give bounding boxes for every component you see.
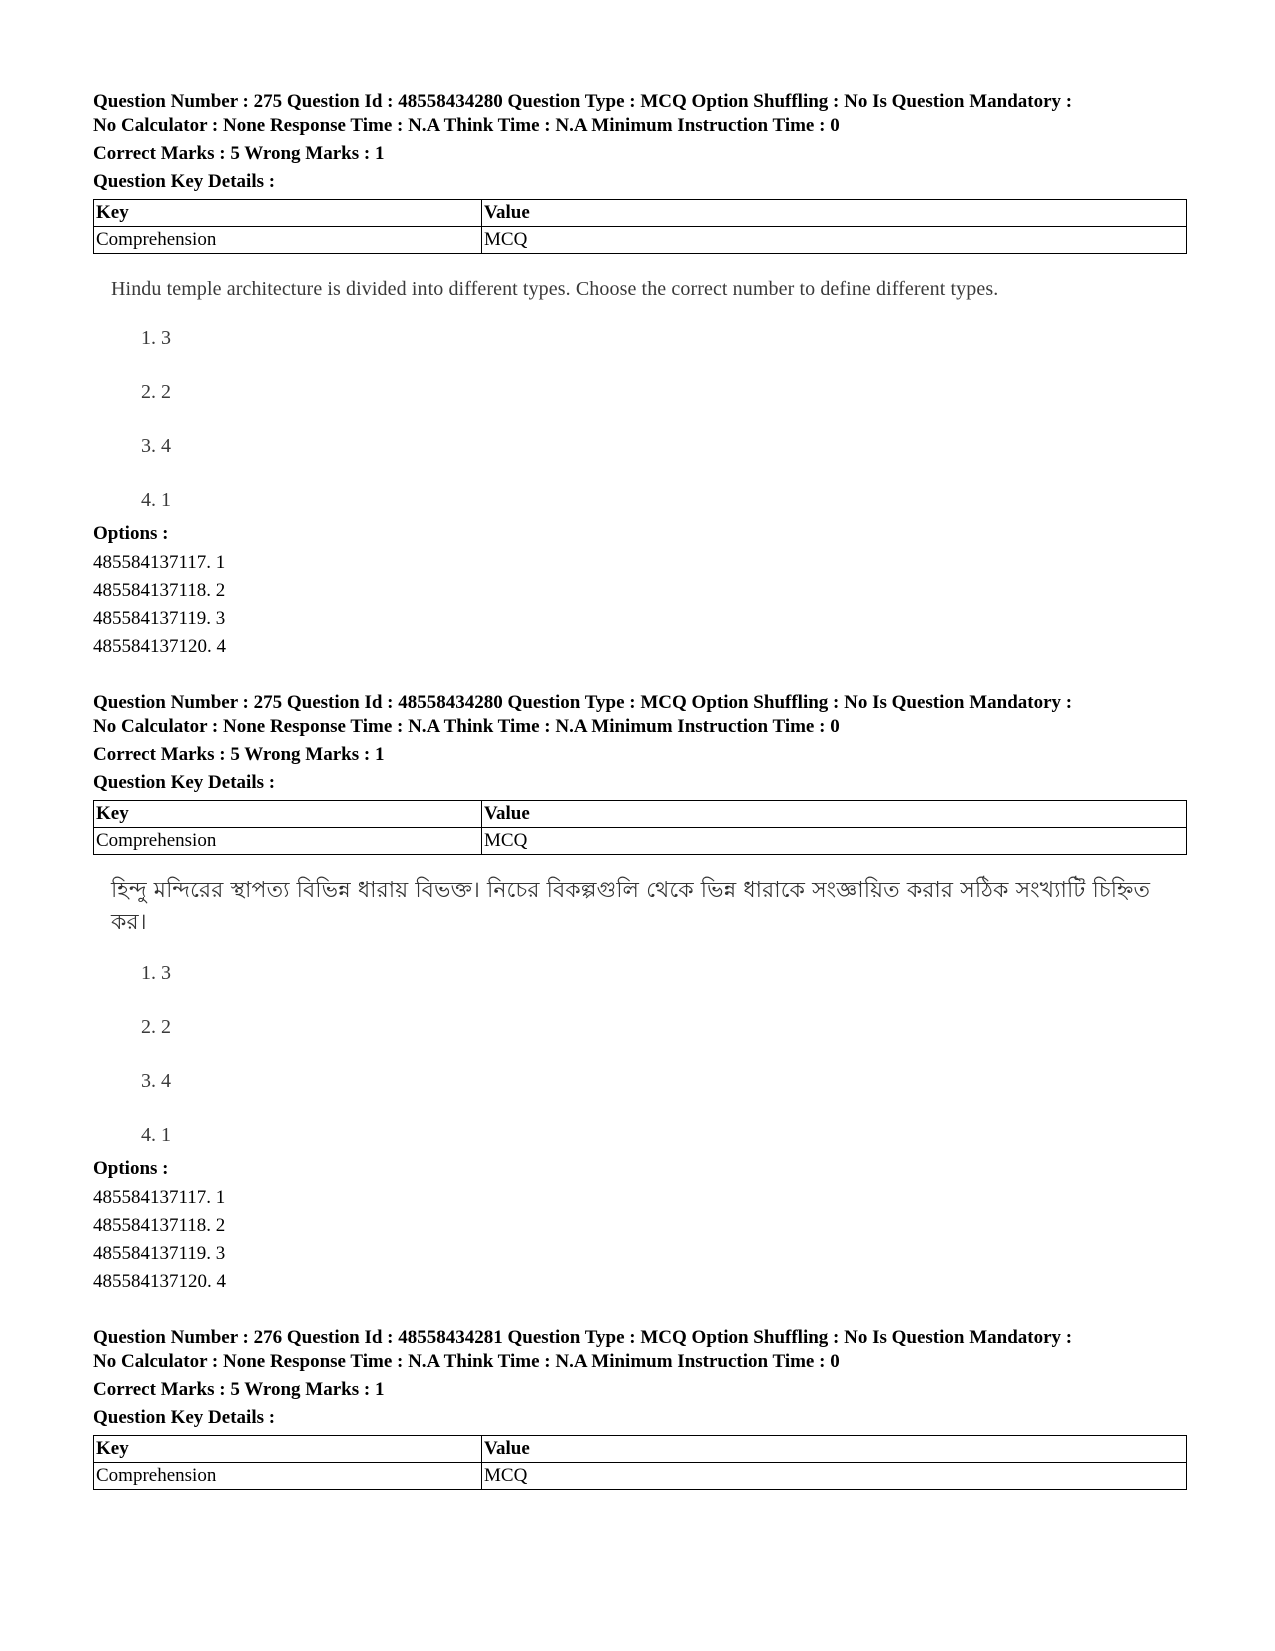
choice-item: 1. 3 (141, 327, 171, 349)
table-header-row (94, 1436, 1187, 1463)
key-cell: Comprehension (94, 227, 482, 254)
key-details-table (93, 199, 1187, 254)
document-page (93, 90, 1187, 1520)
table-header-row (94, 801, 1187, 828)
choice-item: 3. 4 (141, 435, 171, 457)
choice-item: 4. 1 (141, 1124, 171, 1146)
value-cell: MCQ (482, 1463, 1187, 1490)
table-row (94, 227, 1187, 254)
key-header: Key (94, 801, 482, 828)
choice-item: 1. 3 (141, 962, 171, 984)
choice-item: 3. 4 (141, 1070, 171, 1092)
option-item: 485584137120. 4 (93, 636, 226, 657)
option-item: 485584137119. 3 (93, 608, 226, 629)
choice-list (141, 326, 1187, 518)
meta-line-1: Question Number : 275 Question Id : 48558434280 Question Type : MCQ Option Shuffling : No Is Question Mandatory : (93, 91, 1073, 112)
question-meta (93, 691, 1187, 739)
choice-item: 2. 2 (141, 381, 171, 403)
choice-item: 2. 2 (141, 1016, 171, 1038)
question-block-3 (93, 1326, 1187, 1490)
option-item: 485584137118. 2 (93, 580, 226, 601)
key-details-table (93, 800, 1187, 855)
question-text: Hindu temple architecture is divided into different types. Choose the correct number to define different types. (111, 278, 999, 300)
key-header: Key (94, 1436, 482, 1463)
options-label: Options : (93, 1158, 169, 1179)
marks-line: Correct Marks : 5 Wrong Marks : 1 (93, 143, 385, 164)
meta-line-2: No Calculator : None Response Time : N.A Think Time : N.A Minimum Instruction Time : 0 (93, 716, 840, 737)
value-cell: MCQ (482, 828, 1187, 855)
question-meta (93, 90, 1187, 138)
option-item: 485584137118. 2 (93, 1215, 226, 1236)
option-item: 485584137119. 3 (93, 1243, 226, 1264)
value-cell: MCQ (482, 227, 1187, 254)
option-item: 485584137117. 1 (93, 552, 226, 573)
choice-list (141, 961, 1187, 1153)
options-list (93, 549, 1187, 661)
question-block-2 (93, 691, 1187, 1296)
option-item: 485584137117. 1 (93, 1187, 226, 1208)
key-cell: Comprehension (94, 1463, 482, 1490)
table-row (94, 828, 1187, 855)
marks-line: Correct Marks : 5 Wrong Marks : 1 (93, 744, 385, 765)
options-label: Options : (93, 523, 169, 544)
table-header-row (94, 200, 1187, 227)
key-cell: Comprehension (94, 828, 482, 855)
key-details-label: Question Key Details : (93, 1407, 276, 1428)
choice-item: 4. 1 (141, 489, 171, 511)
key-details-table (93, 1435, 1187, 1490)
key-details-label: Question Key Details : (93, 171, 276, 192)
question-block-1 (93, 90, 1187, 661)
key-details-label: Question Key Details : (93, 772, 276, 793)
meta-line-2: No Calculator : None Response Time : N.A Think Time : N.A Minimum Instruction Time : 0 (93, 1351, 840, 1372)
value-header: Value (482, 1436, 1187, 1463)
table-row (94, 1463, 1187, 1490)
value-header: Value (482, 200, 1187, 227)
key-header: Key (94, 200, 482, 227)
meta-line-1: Question Number : 275 Question Id : 48558434280 Question Type : MCQ Option Shuffling : No Is Question Mandatory : (93, 692, 1073, 713)
meta-line-2: No Calculator : None Response Time : N.A Think Time : N.A Minimum Instruction Time : 0 (93, 115, 840, 136)
meta-line-1: Question Number : 276 Question Id : 48558434281 Question Type : MCQ Option Shuffling : No Is Question Mandatory : (93, 1327, 1073, 1348)
value-header: Value (482, 801, 1187, 828)
options-list (93, 1184, 1187, 1296)
marks-line: Correct Marks : 5 Wrong Marks : 1 (93, 1379, 385, 1400)
option-item: 485584137120. 4 (93, 1271, 226, 1292)
question-text: হিন্দু মন্দিরের স্থাপত্য বিভিন্ন ধারায় বিভক্ত। নিচের বিকল্পগুলি থেকে ভিন্ন ধারাকে সংজ্ঞায়িত করার সঠিক সংখ্যাটি চিহ্নিত কর। (111, 878, 1151, 935)
question-meta (93, 1326, 1187, 1374)
